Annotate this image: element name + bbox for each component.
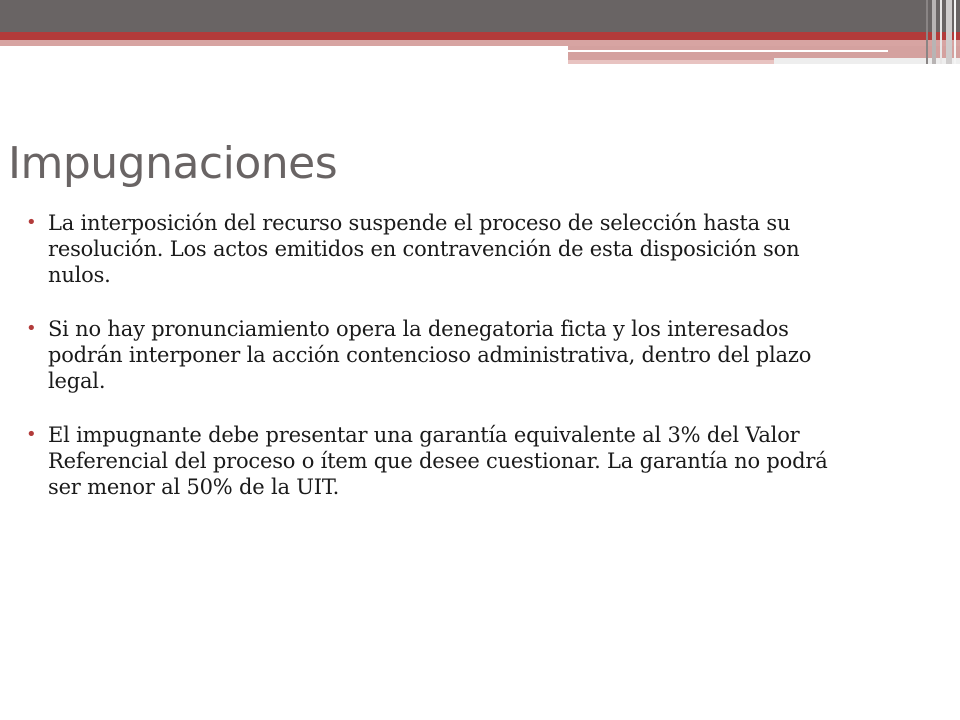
header-accent-band: [0, 32, 960, 40]
header-stripe: [926, 0, 928, 64]
bullet-item: [22, 422, 842, 500]
bullet-text: El impugnante debe presentar una garantía equivalente al 3% del Valor Referencial del proceso o ítem que desee cuestionar. La garantía no podrá ser menor al 50% de la UIT.: [48, 423, 828, 499]
bullet-icon: •: [26, 212, 37, 233]
bullet-item: [22, 316, 842, 394]
bullet-list: [22, 210, 842, 528]
header-stripe: [932, 0, 936, 64]
header-stripe: [946, 0, 952, 64]
bullet-text: Si no hay pronunciamiento opera la denegatoria ficta y los interesados podrán interponer la acción contencioso administrativa, dentro del plazo legal.: [48, 317, 812, 393]
bullet-item: [22, 210, 842, 288]
bullet-text: La interposición del recurso suspende el proceso de selección hasta su resolución. Los actos emitidos en contravención de esta disposición son nulos.: [48, 211, 800, 287]
bullet-icon: •: [26, 318, 37, 339]
slide-title: Impugnaciones: [8, 138, 338, 189]
header-bar: [0, 0, 960, 32]
bullet-icon: •: [26, 424, 37, 445]
header-white-line: [568, 50, 888, 52]
header-stripe: [940, 0, 942, 64]
header-stripe: [954, 0, 956, 64]
header-lower-band: [568, 60, 774, 64]
